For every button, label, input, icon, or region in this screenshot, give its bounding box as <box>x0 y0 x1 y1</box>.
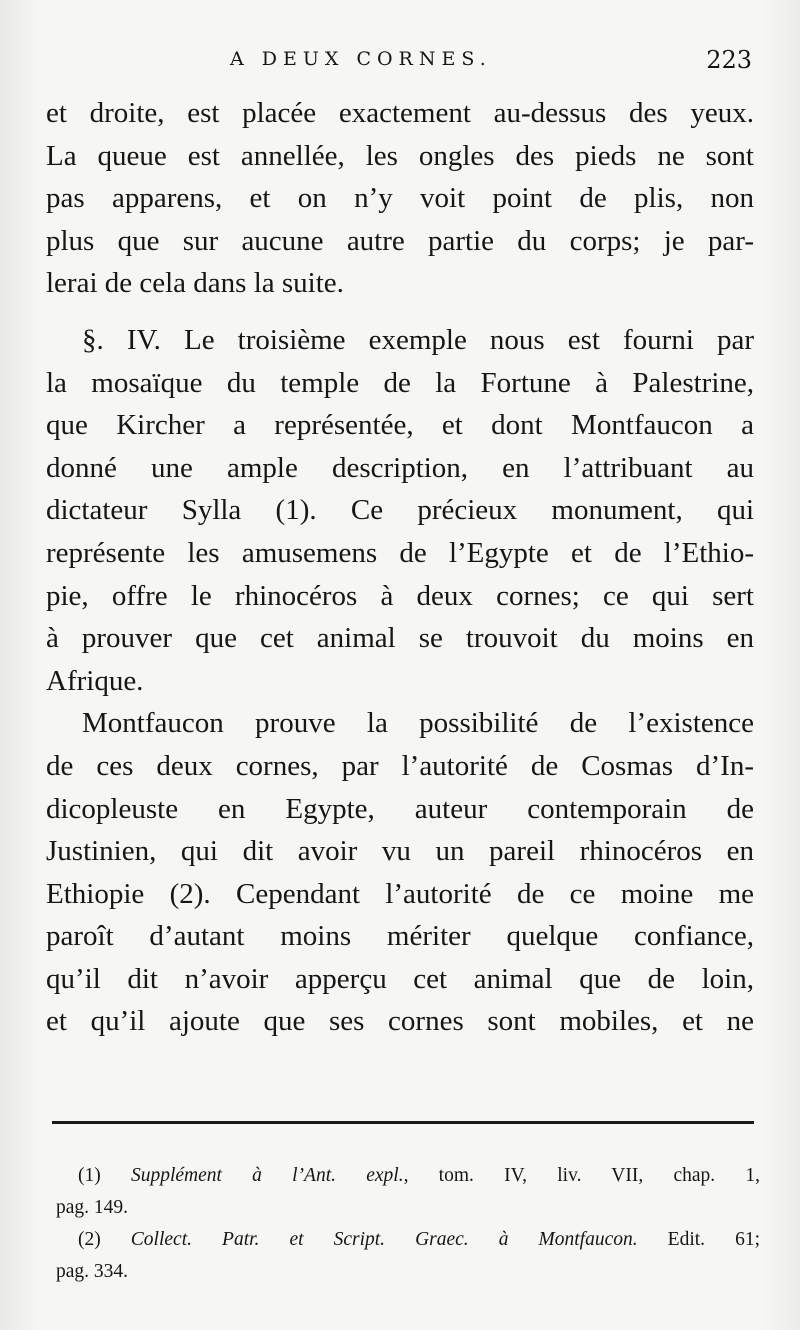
text-line: dictateur Sylla (1). Ce précieux monument, qui <box>46 494 754 527</box>
text-line: pas apparens, et on n’y voit point de plis, non <box>46 182 754 215</box>
running-head <box>40 46 760 80</box>
section-heading-line: §. IV. Le troisième exemple nous est fourni par <box>82 323 754 356</box>
text-line: que Kircher a représentée, et dont Montfaucon a <box>46 409 754 442</box>
footnote-1-continuation: pag. 149. <box>56 1197 129 1218</box>
paragraph-start-line: Montfaucon prouve la possibilité de l’existence <box>82 707 754 740</box>
footnote-marker: (1) <box>78 1165 101 1186</box>
text-line: Justinien, qui dit avoir vu un pareil rhinocéros en <box>46 835 754 868</box>
text-line: La queue est annellée, les ongles des pieds ne sont <box>46 139 754 172</box>
footnote-divider <box>52 1121 754 1124</box>
footnote-1 <box>56 1160 760 1192</box>
footnote-citation: Supplément à l’Ant. expl. <box>130 1165 404 1186</box>
text-line: lerai de cela dans la suite. <box>46 267 344 300</box>
text-line: et droite, est placée exactement au-dessus des yeux. <box>46 97 754 129</box>
text-line: dicopleuste en Egypte, auteur contemporain de <box>46 792 754 825</box>
text-line: donné une ample description, en l’attribuant au <box>46 451 754 484</box>
text-line: de ces deux cornes, par l’autorité de Cosmas d’In- <box>46 749 754 782</box>
footnote-marker: (2) <box>78 1229 101 1250</box>
text-line: plus que sur aucune autre partie du corps; je par- <box>46 224 754 257</box>
text-line: la mosaïque du temple de la Fortune à Palestrine, <box>46 366 754 399</box>
footnote-detail: Edit. 61; <box>637 1229 760 1250</box>
running-title: A DEUX CORNES. <box>230 48 492 70</box>
text-line: à prouver que cet animal se trouvoit du moins en <box>46 622 754 655</box>
footnotes <box>56 1160 760 1288</box>
text-line: qu’il dit n’avoir apperçu cet animal que de loin, <box>46 962 754 995</box>
body-text <box>46 92 754 1043</box>
text-line: Ethiopie (2). Cependant l’autorité de ce moine me <box>46 877 754 910</box>
text-line: pie, offre le rhinocéros à deux cornes; ce qui sert <box>46 579 754 612</box>
footnote-2-continuation: pag. 334. <box>56 1261 129 1282</box>
page-number: 223 <box>706 46 752 74</box>
text-line: et qu’il ajoute que ses cornes sont mobiles, et ne <box>46 1005 754 1038</box>
text-line: représente les amusemens de l’Egypte et de l’Ethio- <box>46 536 754 569</box>
footnote-detail: , tom. IV, liv. VII, chap. 1, <box>403 1165 761 1186</box>
text-line: Afrique. <box>46 664 144 697</box>
footnote-2 <box>56 1224 760 1256</box>
text-line: paroît d’autant moins mériter quelque confiance, <box>46 920 754 953</box>
footnote-citation: Collect. Patr. et Script. Graec. à Montfaucon. <box>130 1229 638 1250</box>
